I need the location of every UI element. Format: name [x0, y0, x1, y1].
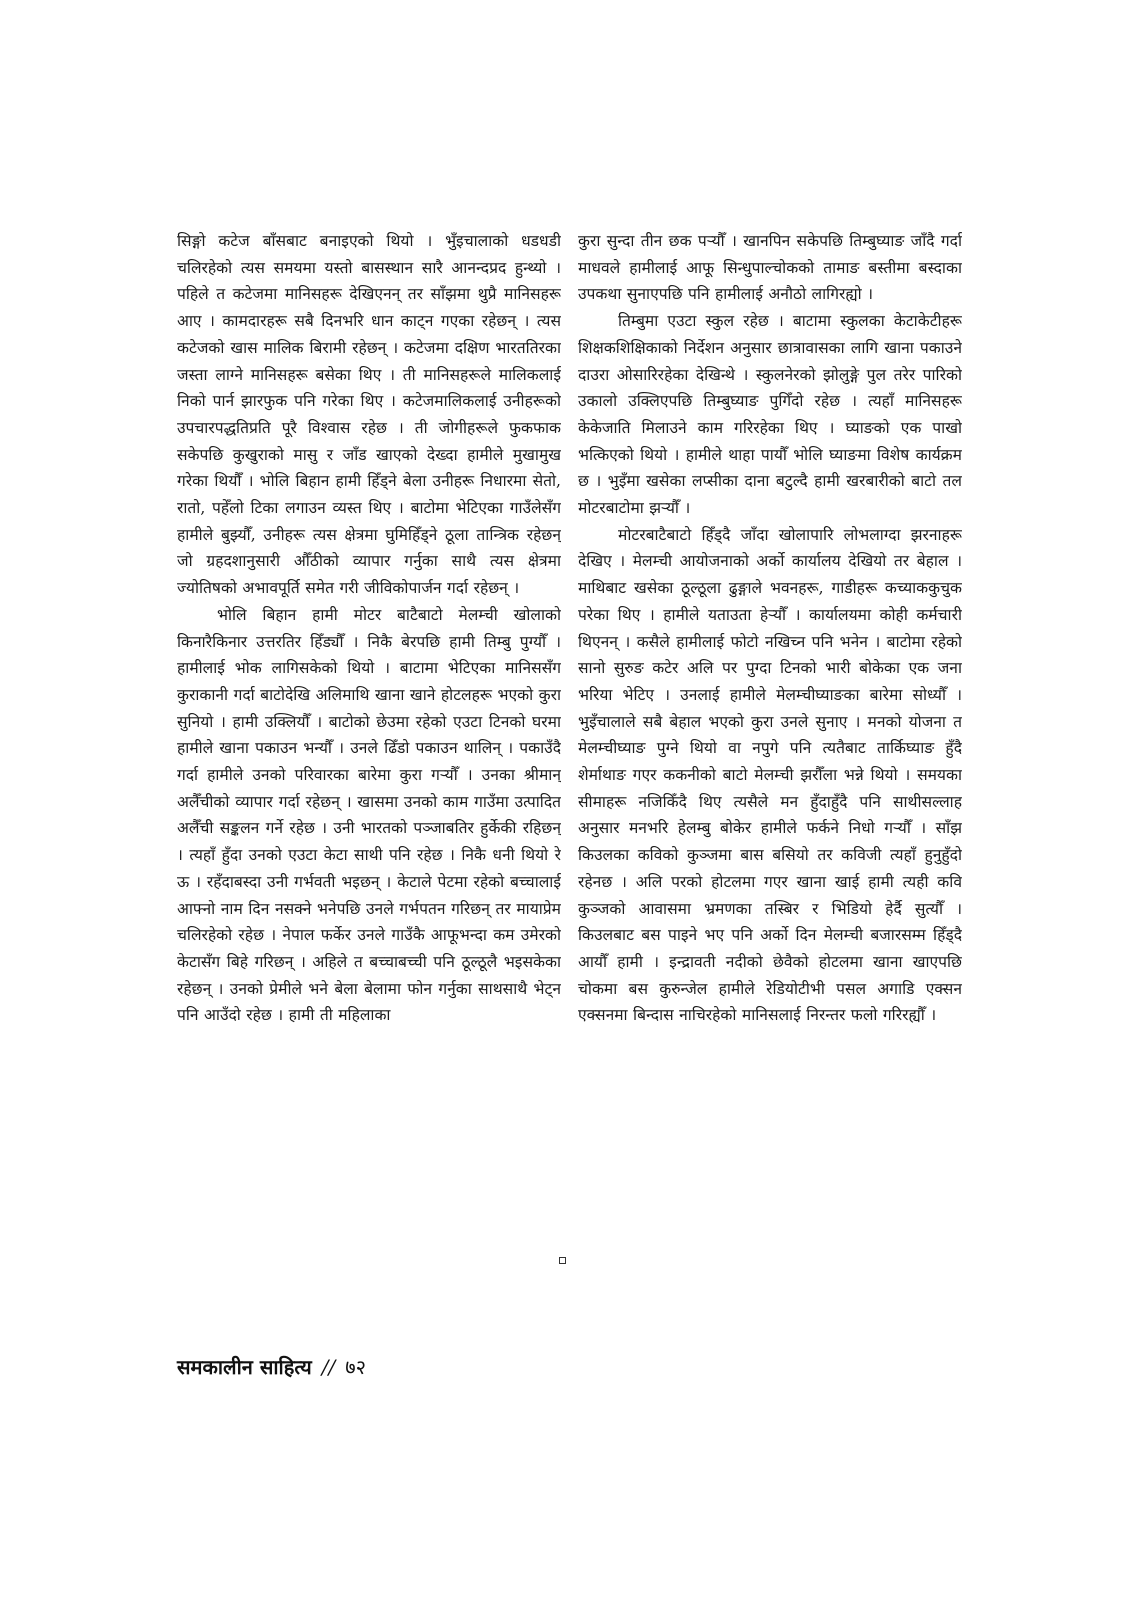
footer-separator: //: [321, 1355, 336, 1379]
paragraph: कुरा सुन्दा तीन छक पऱ्यौँ । खानपिन सकेपछि तिम्बुघ्याङ जाँदै गर्दा माधवले हामीलाई आफू सिन्धुपाल्चोकको तामाङ बस्तीमा बस्दाका उपकथा सुनाएपछि पनि हामीलाई अनौठो लागिरह्यो ।: [578, 232, 962, 304]
paragraph: भोलि बिहान हामी मोटर बाटैबाटो मेलम्ची खोलाको किनारैकिनार उत्तरतिर हिँड्यौँ । निकै बेरपछि हामी तिम्बु पुग्यौँ । हामीलाई भोक लागिसकेको थियो । बाटामा भेटिएका मानिससँग कुराकानी गर्दा बाटोदेखि अलिमाथि खाना खाने होटलहरू भएको कुरा सुनियो । हामी उक्लियौँ । बाटोको छेउमा रहेको एउटा टिनको घरमा हामीले खाना पकाउन भन्यौँ । उनले ढिँडो पकाउन थालिन् । पकाउँदै गर्दा हामीले उनको परिवारका बारेमा कुरा गऱ्यौँ । उनका श्रीमान् अलैँचीको व्यापार गर्दा रहेछन् । खासमा उनको काम गाउँमा उत्पादित अलैँची सङ्कलन गर्ने रहेछ । उनी भारतको पञ्जाबतिर हुर्केकी रहिछन् । त्यहाँ हुँदा उनको एउटा केटा साथी पनि रहेछ । निकै धनी थियो रे ऊ । रहँदाबस्दा उनी गर्भवती भइछन् । केटाले पेटमा रहेको बच्चालाई आफ्नो नाम दिन नसक्ने भनेपछि उनले गर्भपतन गरिछन् तर मायाप्रेम चलिरहेको रहेछ । नेपाल फर्केर उनले गाउँकै आफूभन्दा कम उमेरको केटासँग बिहे गरिछन् । अहिले त बच्चाबच्ची पनि ठूल्ठूलै भइसकेका रहेछन् । उनको प्रेमीले भने बेला बेलामा फोन गर्नुका साथसाथै भेट्न पनि आउँदो रहेछ । हामी ती महिलाका: [177, 605, 561, 1025]
paragraph: तिम्बुमा एउटा स्कुल रहेछ । बाटामा स्कुलका केटाकेटीहरू शिक्षकशिक्षिकाको निर्देशन अनुसार छात्रावासका लागि खाना पकाउने दाउरा ओसारिरहेका देखिन्थे । स्कुलनेरको झोलुङ्गे पुल तरेर पारिको उकालो उक्लिएपछि तिम्बुघ्याङ पुगिँदो रहेछ । त्यहाँ मानिसहरू केकेजाति मिलाउने काम गरिरहेका थिए । घ्याङको एक पाखो भत्किएको थियो । हामीले थाहा पायौँ भोलि घ्याङमा विशेष कार्यक्रम छ । भुइँमा खसेका लप्सीका दाना बटुल्दै हामी खरबारीको बाटो तल मोटरबाटोमा झऱ्यौँ ।: [578, 312, 962, 518]
page-footer: [177, 1353, 366, 1380]
journal-title: समकालीन साहित्य: [177, 1355, 312, 1379]
paragraph: सिङ्गो कटेज बाँसबाट बनाइएको थियो । भुँइचालाको धडधडी चलिरहेको त्यस समयमा यस्तो बासस्थान सारै आनन्दप्रद हुन्थ्यो । पहिले त कटेजमा मानिसहरू देखिएनन् तर साँझमा थुप्रै मानिसहरू आए । कामदारहरू सबै दिनभरि धान काट्न गएका रहेछन् । त्यस कटेजको खास मालिक बिरामी रहेछन् । कटेजमा दक्षिण भारततिरका जस्ता लाग्ने मानिसहरू बसेका थिए । ती मानिसहरूले मालिकलाई निको पार्न झारफुक पनि गरेका थिए । कटेजमालिकलाई उनीहरूको उपचारपद्धतिप्रति पूरै विश्वास रहेछ । ती जोगीहरूले फुकफाक सकेपछि कुखुराको मासु र जाँड खाएको देख्दा हामीले मुखामुख गरेका थियौँ । भोलि बिहान हामी हिँड्ने बेला उनीहरू निधारमा सेतो, रातो, पहेँलो टिका लगाउन व्यस्त थिए । बाटोमा भेटिएका गाउँलेसँग हामीले बुझ्यौँ, उनीहरू त्यस क्षेत्रमा घुमिहिँड्ने ठूला तान्त्रिक रहेछन् जो ग्रहदशानुसारी औँठीको व्यापार गर्नुका साथै त्यस क्षेत्रमा ज्योतिषको अभावपूर्ति समेत गरी जीविकोपार्जन गर्दा रहेछन् ।: [177, 232, 561, 598]
left-column: [177, 228, 561, 1238]
end-of-article-square-icon: [559, 1257, 566, 1264]
paragraph: मोटरबाटैबाटो हिँड्दै जाँदा खोलापारि लोभलाग्दा झरनाहरू देखिए । मेलम्ची आयोजनाको अर्को कार्यालय देखियो तर बेहाल । माथिबाट खसेका ठूल्ठूला ढुङ्गाले भवनहरू, गाडीहरू कच्याककुचुक परेका थिए । हामीले यताउता हेऱ्यौँ । कार्यालयमा कोही कर्मचारी थिएनन् । कसैले हामीलाई फोटो नखिच्न पनि भनेन । बाटोमा रहेको सानो सुरुङ कटेर अलि पर पुग्दा टिनको भारी बोकेका एक जना भरिया भेटिए । उनलाई हामीले मेलम्चीघ्याङका बारेमा सोध्यौँ । भुइँचालाले सबै बेहाल भएको कुरा उनले सुनाए । मनको योजना त मेलम्चीघ्याङ पुग्ने थियो वा नपुगे पनि त्यतैबाट तार्किघ्याङ हुँदै शेर्माथाङ गएर ककनीको बाटो मेलम्ची झरौँला भन्ने थियो । समयका सीमाहरू नजिकिँदै थिए त्यसैले मन हुँदाहुँदै पनि साथीसल्लाह अनुसार मनभरि हेलम्बु बोकेर हामीले फर्कने निधो गऱ्यौँ । साँझ किउलका कविको कुञ्जमा बास बसियो तर कविजी त्यहाँ हुनुहुँदो रहेनछ । अलि परको होटलमा गएर खाना खाई हामी त्यही कवि कुञ्जको आवासमा भ्रमणका तस्बिर र भिडियो हेर्दै सुत्यौँ । किउलबाट बस पाइने भए पनि अर्को दिन मेलम्ची बजारसम्म हिँड्दै आयौँ हामी । इन्द्रावती नदीको छेवैको होटलमा खाना खाएपछि चोकमा बस कुरुन्जेल हामीले रेडियोटीभी पसल अगाडि एक्सन एक्सनमा बिन्दास नाचिरहेको मानिसलाई निरन्तर फलो गरिरह्यौँ ।: [578, 525, 962, 1025]
right-column: [578, 228, 962, 1238]
page-number: ७२: [345, 1355, 367, 1379]
